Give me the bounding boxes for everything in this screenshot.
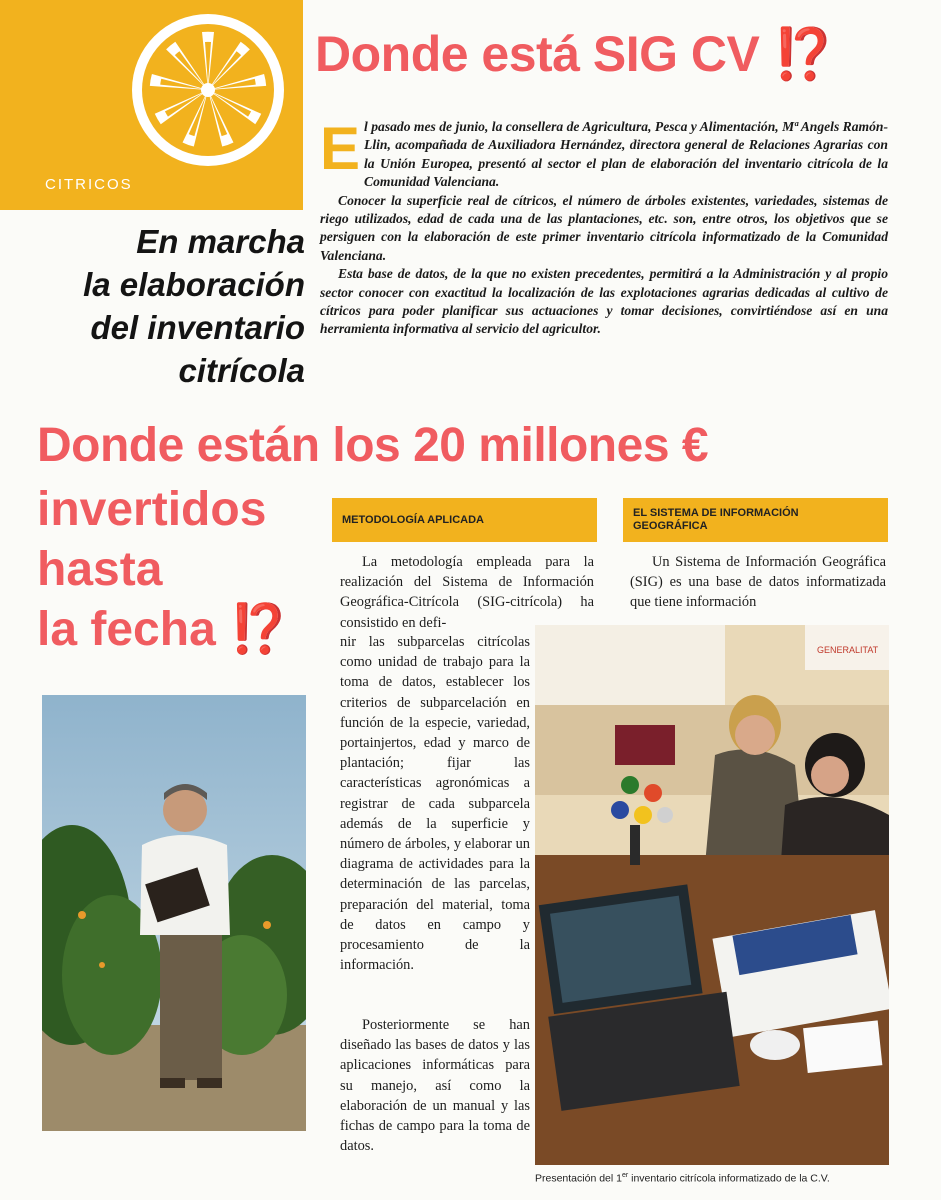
body-paragraph: Posteriormente se han diseñado las bases de datos y las aplicaciones informáticas para su manejo, así como la elaboración de un manual y las fichas de campo para la toma de datos. bbox=[340, 1017, 530, 1155]
intro-paragraph: Conocer la superficie real de cítricos, el número de árboles existentes, variedades, sistemas de riego utilizados, edad de cada una de las plantaciones, etc. son, entre otros, los objetivos que se persiguen con la elaboración de este primer inventario citrícola informatizado de la Comunidad Valenciana. bbox=[320, 192, 888, 263]
body-paragraph: nir las subparcelas citrícolas como unidad de trabajo para la toma de datos, establecer los criterios de subparcelación en función de la especie, variedad, portainjertos, edad y marco de plantación; fijar las características agronómicas a registrar de cada subparcela además de la superficie y número de árboles, y elaborar un diagrama de actividades para la determinación de las parcelas, preparación del material, toma de datos en campo y procesamiento de la información. bbox=[340, 634, 530, 974]
article-headline bbox=[83, 220, 305, 392]
orange-slice-icon bbox=[128, 10, 288, 170]
section-heading-text: METODOLOGÍA APLICADA bbox=[342, 513, 484, 526]
headline-line: citrícola bbox=[178, 352, 305, 389]
metodologia-body bbox=[340, 632, 530, 975]
overlay-title-invertidos bbox=[37, 480, 289, 660]
photo-presentation bbox=[535, 625, 889, 1165]
headline-line: En marcha bbox=[136, 223, 305, 260]
caption-superscript: er bbox=[621, 1172, 629, 1179]
article-intro bbox=[320, 115, 888, 339]
sign-text: GENERALITAT bbox=[817, 645, 879, 655]
sig-body bbox=[630, 552, 886, 613]
headline-line: la elaboración bbox=[83, 266, 305, 303]
metodologia-body-2 bbox=[340, 1015, 530, 1156]
caption-text: inventario citrícola informatizado de la C.V. bbox=[628, 1172, 830, 1185]
intro-paragraph bbox=[320, 115, 888, 192]
overlay-line: la fecha ⁉️ bbox=[37, 603, 289, 656]
intro-text: l pasado mes de junio, la consellera de Agricultura, Pesca y Alimentación, Mª Angels Ramón-Llin, acompañada de Auxiliadora Hernández, directora general de Relaciones Agrarias con la Unión Europea, presentó al sector el plan de elaboración del inventario citrícola de la Comunidad Valenciana. bbox=[364, 119, 888, 190]
orchard-illustration bbox=[42, 695, 306, 1131]
headline-line: del inventario bbox=[90, 309, 305, 346]
section-heading-sig bbox=[623, 498, 888, 542]
section-heading-text: GEOGRÁFICA bbox=[633, 520, 708, 532]
metodologia-lead bbox=[340, 552, 594, 633]
overlay-line: invertidos bbox=[37, 483, 267, 536]
overlay-title-sig: Donde está SIG CV ⁉️ bbox=[315, 26, 835, 82]
category-banner bbox=[0, 0, 303, 210]
photo-caption bbox=[535, 1172, 889, 1185]
presentation-illustration bbox=[535, 625, 889, 1165]
drop-cap: E bbox=[320, 115, 361, 182]
overlay-line: hasta bbox=[37, 543, 163, 596]
photo-orchard bbox=[42, 695, 306, 1131]
intro-paragraph: Esta base de datos, de la que no existen precedentes, permitirá a la Administración y al propio sector conocer con exactitud la localización de las explotaciones agrarias dedicadas al cultivo de cítricos para poder planificar sus actuaciones y tomar decisiones, convirtiéndose así en una herramienta informativa al servicio del agricultor. bbox=[320, 266, 888, 337]
body-paragraph: Un Sistema de Información Geográfica (SIG) es una base de datos informatizada que tiene información bbox=[630, 554, 886, 611]
caption-text: Presentación del 1 bbox=[535, 1172, 622, 1185]
overlay-title-millones: Donde están los 20 millones € bbox=[37, 419, 709, 472]
section-heading-text: EL SISTEMA DE INFORMACIÓN bbox=[633, 507, 799, 519]
body-paragraph: La metodología empleada para la realización del Sistema de Información Geográfica-Citrícola (SIG-citrícola) ha consistido en defi- bbox=[340, 554, 594, 631]
section-heading-metodologia bbox=[332, 498, 597, 542]
category-label: CITRICOS bbox=[45, 176, 133, 193]
